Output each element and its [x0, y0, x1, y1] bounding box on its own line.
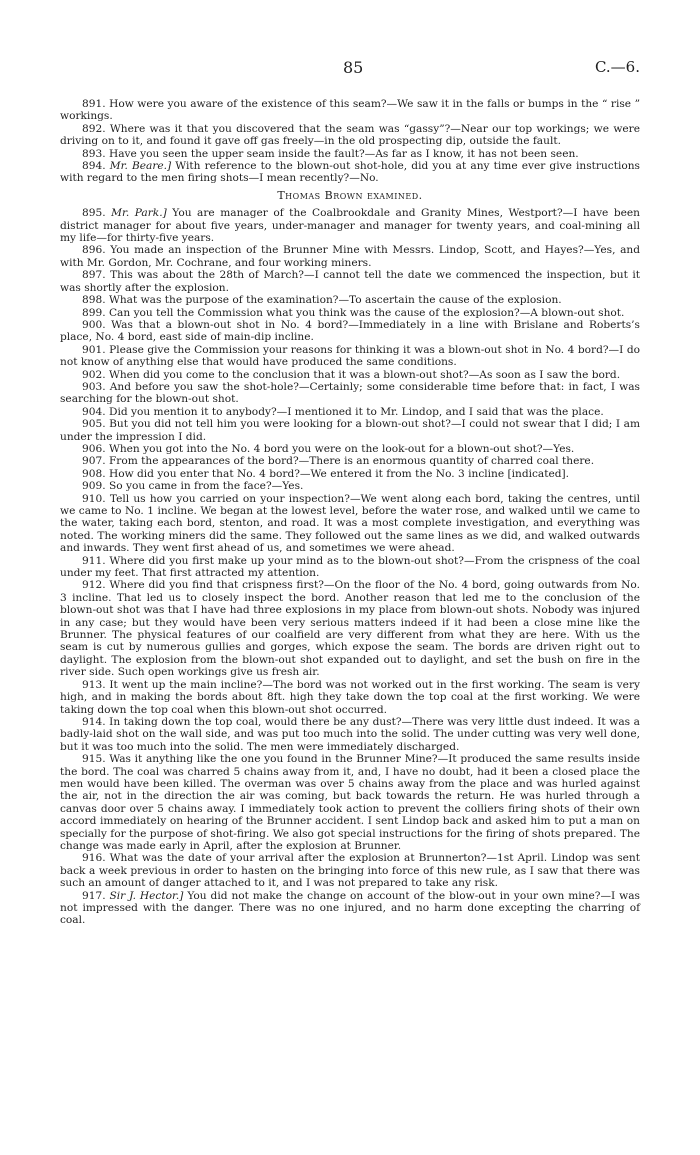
- paragraph-text: 904. Did you mention it to anybody?—I mentioned it to Mr. Lindop, and I said that was the place.: [82, 405, 604, 418]
- testimony-paragraph: [60, 319, 640, 344]
- testimony-paragraph: [60, 369, 640, 381]
- paragraph-text: You are manager of the Coalbrookdale and Granity Mines, Westport?—I have been district manager for about five years, under-manager and manager for twenty years, and coal-mining all my life—for thirty-five years.: [60, 207, 640, 245]
- paragraph-text: 915. Was it anything like the one you found in the Brunner Mine?—It produced the same results inside the bord. The coal was charred 5 chains away from it, and, I have no doubt, had it been a closed place the men would have been killed. The overman was over 5 chains away from the place and was hurled against the air, not in the direction the air was coming, but back towards the return. He was hurled through a canvas door over 5 chains away. I immediately took action to prevent the colliers firing shots of their own accord immediately on hearing of the Brunner accident. I sent Lindop back and asked him to put a man on specially for the purpose of shot-firing. We also got special instructions for the firing of shots prepared. The change was made early in April, after the explosion at Brunner.: [60, 753, 640, 852]
- series-code: C.—6.: [594, 58, 640, 76]
- paragraph-text: 898. What was the purpose of the examination?—To ascertain the cause of the explosion.: [82, 294, 562, 307]
- paragraph-text: 907. From the appearances of the bord?—There is an enormous quantity of charred coal there.: [82, 455, 595, 468]
- paragraph-text: 902. When did you come to the conclusion that it was a blown-out shot?—As soon as I saw the bord.: [82, 368, 621, 381]
- question-number: 917.: [82, 889, 110, 902]
- testimony-paragraph: [60, 753, 640, 852]
- paragraph-text: 914. In taking down the top coal, would there be any dust?—There was very little dust indeed. It was a badly-laid shot on the wall side, and was put too much into the solid. The under cutting was very well done, but it was too much into the solid. The men were immediately discharged.: [60, 715, 640, 753]
- question-number: 895.: [82, 207, 112, 220]
- paragraph-text: 891. How were you aware of the existence of this seam?—We saw it in the falls or bumps in the “ rise ” workings.: [60, 98, 640, 123]
- paragraph-text: 913. It went up the main incline?—The bord was not worked out in the first working. The seam is very high, and in making the bords about 8ft. high they take down the top coal at the first working. We were taking down the top coal when this blown-out shot occurred.: [60, 678, 640, 716]
- testimony-paragraph: [60, 418, 640, 443]
- paragraph-text: 900. Was that a blown-out shot in No. 4 bord?—Immediately in a line with Brislane and Roberts’s place, No. 4 bord, east side of main-dip incline.: [60, 318, 640, 344]
- testimony-paragraph: [60, 890, 640, 927]
- testimony-paragraph: [60, 294, 640, 306]
- speaker-name: Mr. Beare.]: [109, 160, 172, 173]
- speaker-name: Mr. Park.]: [111, 207, 167, 220]
- paragraph-text: 910. Tell us how you carried on your inspection?—We went along each bord, taking the centres, until we came to No. 1 incline. We began at the lowest level, before the water rose, and walked until we came to the water, taking each bord, stenton, and road. It was a most complete investigation, and everything was noted. The working miners did the same. They followed out the same lines as we did, and walked outwards and inwards. They went first ahead of us, and sometimes we were ahead.: [60, 492, 640, 555]
- paragraph-text: 897. This was about the 28th of March?—I cannot tell the date we commenced the inspection, but it was shortly after the explosion.: [60, 269, 640, 294]
- testimony-paragraph: [60, 493, 640, 555]
- testimony-paragraph: [60, 269, 640, 294]
- document-page: [60, 58, 640, 927]
- testimony-paragraph: [60, 716, 640, 753]
- paragraph-text: 911. Where did you first make up your mind as to the blown-out shot?—From the crispness of the coal under my feet. That first attracted my attention.: [60, 554, 640, 580]
- testimony-paragraph: [60, 468, 640, 480]
- page-header: [60, 58, 640, 84]
- testimony-paragraph: [60, 307, 640, 319]
- testimony-paragraph: [60, 480, 640, 492]
- paragraph-text: 903. And before you saw the shot-hole?—Certainly; some considerable time before that: in fact, I was searching for the blown-out shot.: [60, 380, 640, 406]
- testimony-paragraph: [60, 455, 640, 467]
- paragraphs-before-heading: [60, 98, 640, 185]
- testimony-paragraph: [60, 123, 640, 148]
- paragraph-text: 916. What was the date of your arrival after the explosion at Brunnerton?—1st April. Lindop was sent back a week previous in order to hasten on the bringing into force of this new rule, as I saw that there was such an amount of danger attached to it, and I was not prepared to take any risk.: [60, 852, 640, 890]
- testimony-paragraph: [60, 244, 640, 269]
- section-heading: Thomas Brown examined.: [277, 188, 423, 202]
- paragraph-text: 896. You made an inspection of the Brunner Mine with Messrs. Lindop, Scott, and Hayes?—Yes, and with Mr. Gordon, Mr. Cochrane, and four working miners.: [60, 244, 640, 269]
- testimony-paragraph: [60, 443, 640, 455]
- paragraph-text: 909. So you came in from the face?—Yes.: [82, 480, 304, 493]
- testimony-paragraph: [60, 207, 640, 244]
- paragraph-text: 905. But you did not tell him you were looking for a blown-out shot?—I could not swear that I did; I am under the impression I did.: [60, 418, 640, 443]
- page-number: 85: [343, 58, 364, 77]
- testimony-paragraph: [60, 148, 640, 160]
- document-body: [60, 98, 640, 927]
- testimony-paragraph: [60, 579, 640, 678]
- question-number: 894.: [82, 160, 110, 173]
- paragraph-text: With reference to the blown-out shot-hole, did you at any time ever give instructions with regard to the men firing shots—I mean recently?—No.: [60, 160, 640, 185]
- paragraph-text: 912. Where did you find that crispness first?—On the floor of the No. 4 bord, going outwards from No. 3 incline. That led us to closely inspect the bord. Another reason that led me to the conclusion of the blown-out shot was that I have had three explosions in my place from blown-out shots. Nobody was injured in any case; but they would have been very serious matters indeed if it had been a close mine like the Brunner. The physical features of our coalfield are very different from what they are here. With us the seam is cut by numerous gullies and gorges, which expose the seam. The bords are driven right out to daylight. The explosion from the blown-out shot expanded out to daylight, and set the bush on fire in the river side. Such open workings give us fresh air.: [60, 579, 640, 679]
- testimony-paragraph: [60, 406, 640, 418]
- paragraph-text: 893. Have you seen the upper seam inside the fault?—As far as I know, it has not been seen.: [82, 147, 579, 160]
- paragraph-text: 906. When you got into the No. 4 bord you were on the look-out for a blown-out shot?—Yes.: [82, 442, 575, 455]
- testimony-paragraph: [60, 381, 640, 406]
- testimony-paragraph: [60, 344, 640, 369]
- paragraphs-after-heading: [60, 207, 640, 927]
- speaker-name: Sir J. Hector.]: [109, 889, 184, 902]
- testimony-paragraph: [60, 555, 640, 580]
- paragraph-text: 892. Where was it that you discovered that the seam was “gassy”?—Near our top workings; we were driving on to it, and found it gave off gas freely—in the old prospecting dip, outside the fault.: [60, 122, 640, 148]
- testimony-paragraph: [60, 98, 640, 123]
- paragraph-text: 901. Please give the Commission your reasons for thinking it was a blown-out shot in No. 4 bord?—I do not know of anything else that would have produced the same conditions.: [60, 343, 640, 369]
- testimony-paragraph: [60, 852, 640, 889]
- paragraph-text: 908. How did you enter that No. 4 bord?—We entered it from the No. 3 incline [indicated].: [82, 467, 570, 480]
- paragraph-text: 899. Can you tell the Commission what you think was the cause of the explosion?—A blown-out shot.: [82, 306, 625, 319]
- testimony-paragraph: [60, 679, 640, 716]
- testimony-paragraph: [60, 160, 640, 185]
- paragraph-text: You did not make the change on account of the blow-out in your own mine?—I was not impressed with the danger. There was no one injured, and no harm done excepting the charring of coal.: [60, 889, 640, 927]
